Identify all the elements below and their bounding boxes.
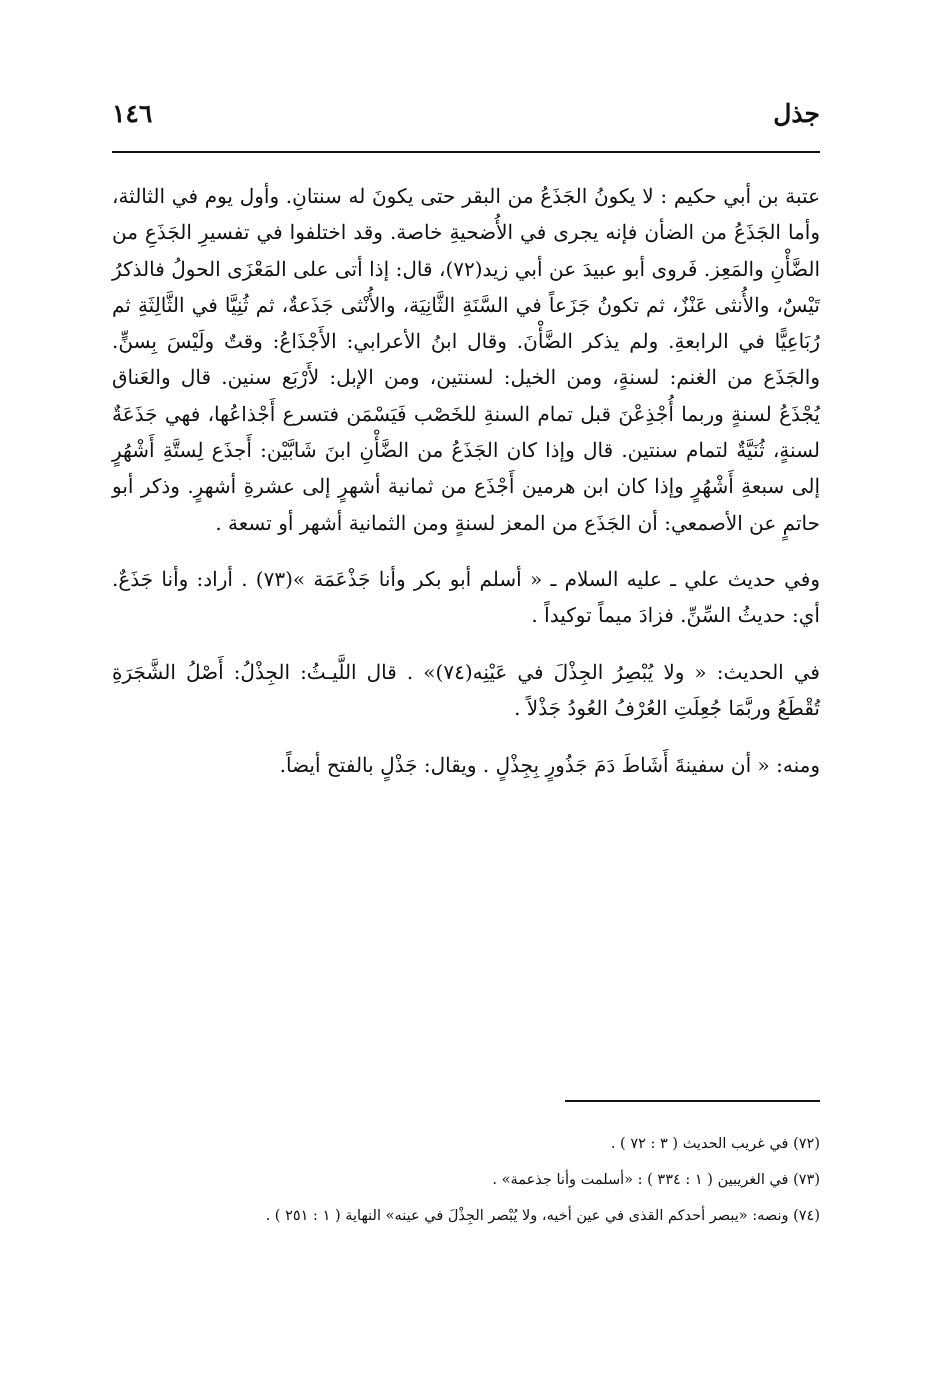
footnote: (٧٣) في الغريبين ( ١ : ٣٣٤ ) : «أسلمت وأنا جذعمة» . xyxy=(492,1172,820,1188)
paragraph: عتبة بن أبي حكيم : لا يكونُ الجَذَعُ من البقر حتى يكونَ له سنتانِ. وأول يوم في الثالثة، وأما الجَذَعُ من الضأن فإنه يجرى في الأُضحيةِ خاصة. وقد اختلفوا في تفسيرِ الجَذَعِ من الضَّأْنِ والمَعِز. فَروى أبو عبيدَ عن أبي زيد(٧٢)، قال: إذا أتى على المَعْزَى الحولُ فالذكرُ تَيْسٌ، والأُنثى عَنْزٌ، ثم تكونُ جَزَعاً في السَّنَةِ الثَّانِيَة، والأُنْثى جَذَعةٌ، ثم ثُنِيَّا في الثَّالِثَةِ ثم رُبَاعِيًّا في الرابعةِ. ولم يذكر الضَّأْنَ. وقال ابنُ الأعرابي: الأَجْذَاعُ: وقتٌ ولَيْسَ بِسنٍّ. والجَذَع من الغنم: لسنةٍ، ومن الخيل: لسنتين، ومن الإبل: لأَرْبَع سنين. قال والعَناق يُجْذَعُ لسنةٍ وربما أُجْذِعْنَ قبل تمام السنةِ للخَصْب فَيَسْمَن فتسرع أَجْذاعُها، فهي جَذَعَةٌ لسنةٍ، ثُنَيَّةٌ لتمام سنتين. قال وإذا كان الجَذَعُ من الضَّأْنِ ابنَ شَابَّيْن: أَجذَع لِستَّةِ أَشْهُرٍ إلى سبعةِ أَشْهُرٍ وإذا كان ابن هرمين أَجْذَع من ثمانية أشهرٍ إلى عشرةِ أشهرٍ. وذكر أبو حاتمٍ عن الأصمعي: أن الجَذَع من المعز لسنةٍ ومن الثمانية أشهر أو تسعة . xyxy=(112,184,821,535)
footnotes xyxy=(112,1130,820,1230)
footnote: (٧٤) ونصه: «يبصر أحدكم القذى في عين أخيه، ولا يُبْصر الجِذْلَ في عينه» النهاية ( ١ : ٢٥١ ) . xyxy=(265,1208,820,1224)
running-head: جذل xyxy=(773,99,820,128)
footnote-rule xyxy=(565,1100,820,1102)
paragraph: وفي حديث علي ـ عليه السلام ـ « أسلم أبو بكر وأنا جَذْعَمَة »(٧٣) . أراد: وأنا جَذَعٌ. أي: حديثُ السِّنِّ. فزادَ ميماً توكيداً . xyxy=(112,566,820,628)
page-number: ١٤٦ xyxy=(112,99,153,128)
footnote: (٧٢) في غريب الحديث ( ٣ : ٧٢ ) . xyxy=(610,1136,820,1152)
main-text xyxy=(112,178,820,783)
page-header xyxy=(112,94,820,134)
paragraph: ومنه: « أن سفينةَ أَشَاطَ دَمَ جَذُورٍ بِجِذْلٍ . ويقال: جَذْلٍ بالفتح أيضاً. xyxy=(279,752,820,777)
paragraph: في الحديث: « ولا يُبْصِرُ الجِذْلَ في عَيْنِه(٧٤)» . قال اللَّيـثُ: الجِذْلُ: أَصْلُ الشَّجَرَةِ تُقْطَعُ وربَّمَا جُعِلَتِ العُرْفُ العُودُ جَذْلاً . xyxy=(112,659,820,721)
header-rule xyxy=(112,151,820,153)
